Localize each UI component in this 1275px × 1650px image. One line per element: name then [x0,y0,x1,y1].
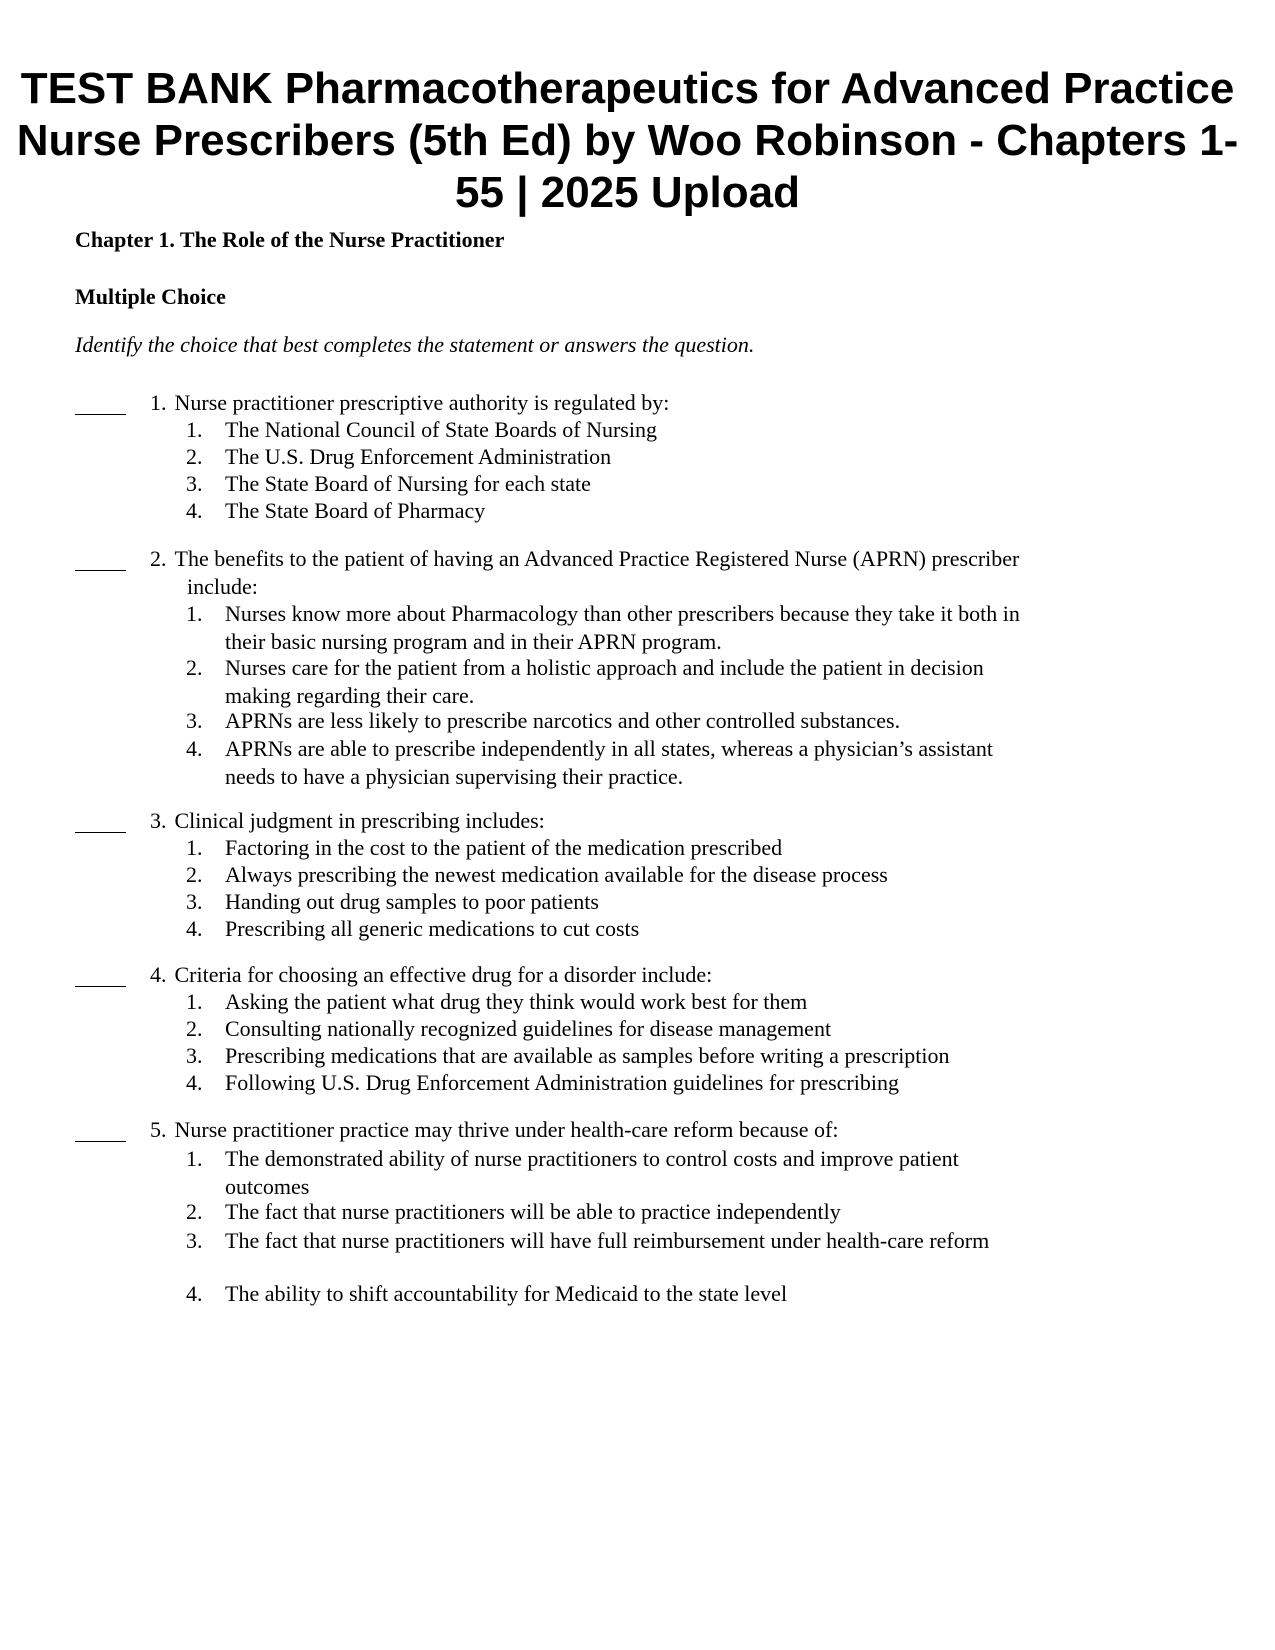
choice-text: The National Council of State Boards of Nursing [225,417,657,442]
question-stem: Nurse practitioner practice may thrive under health-care reform because of: [174,1117,839,1142]
answer-blank[interactable] [75,1116,126,1142]
question-stem-continuation: include: [187,574,258,599]
question-number: 5. [150,1117,167,1142]
section-heading: Multiple Choice [75,284,226,309]
choice-text: Always prescribing the newest medication available for the disease process [225,862,888,887]
choice-text: APRNs are less likely to prescribe narcotics and other controlled substances. [225,708,901,733]
choice-text: Asking the patient what drug they think would work best for them [225,989,808,1014]
choice-number: 1. [186,417,203,442]
choice-text: The State Board of Nursing for each state [225,471,591,496]
document-title: TEST BANK Pharmacotherapeutics for Advanced Practice Nurse Prescribers (5th Ed) by Woo Robinson - Chapters 1-55 | 2025 Upload [16,64,1239,217]
answer-blank[interactable] [75,389,126,415]
choice-number: 3. [186,889,203,914]
question-number: 1. [150,390,167,415]
choice-number: 3. [186,708,203,733]
choice-text: Consulting nationally recognized guidelines for disease management [225,1016,832,1041]
answer-blank[interactable] [75,807,126,833]
choice-text: The demonstrated ability of nurse practitioners to control costs and improve patient outcomes [225,1146,959,1199]
choice-text: The State Board of Pharmacy [225,498,486,523]
choice-text: Handing out drug samples to poor patients [225,889,599,914]
choice-number: 2. [186,444,203,469]
choice-text: The U.S. Drug Enforcement Administration [225,444,612,469]
question-stem: The benefits to the patient of having an Advanced Practice Registered Nurse (APRN) prescriber [174,546,1020,571]
choice-number: 2. [186,655,203,680]
answer-blank[interactable] [75,961,126,987]
choice-text: Following U.S. Drug Enforcement Administration guidelines for prescribing [225,1070,899,1095]
choice-number: 2. [186,1199,203,1224]
choice-number: 1. [186,989,203,1014]
choice-text: Nurses care for the patient from a holistic approach and include the patient in decision making regarding their care. [225,655,984,708]
choice-number: 1. [186,601,203,626]
choice-number: 2. [186,1016,203,1041]
chapter-heading: Chapter 1. The Role of the Nurse Practitioner [75,227,505,252]
choice-text: Prescribing medications that are available as samples before writing a prescription [225,1043,950,1068]
question-number: 2. [150,546,167,571]
choice-text: Factoring in the cost to the patient of the medication prescribed [225,835,783,860]
question-stem: Clinical judgment in prescribing includes: [174,808,545,833]
choice-number: 3. [186,1043,203,1068]
choice-number: 4. [186,916,203,941]
choice-number: 4. [186,1281,203,1306]
choice-text: The ability to shift accountability for Medicaid to the state level [225,1281,788,1306]
question-number: 3. [150,808,167,833]
instructions-text: Identify the choice that best completes the statement or answers the question. [75,332,755,357]
answer-blank[interactable] [75,545,126,571]
choice-text: The fact that nurse practitioners will have full reimbursement under health-care reform [225,1228,990,1253]
choice-number: 4. [186,736,203,761]
choice-number: 3. [186,1228,203,1253]
question-stem: Criteria for choosing an effective drug for a disorder include: [174,962,713,987]
choice-number: 1. [186,1146,203,1171]
choice-text: Prescribing all generic medications to cut costs [225,916,640,941]
choice-text: Nurses know more about Pharmacology than other prescribers because they take it both in their basic nursing program and in their APRN program. [225,601,1020,654]
question-number: 4. [150,962,167,987]
question-stem: Nurse practitioner prescriptive authority is regulated by: [174,390,670,415]
choice-number: 4. [186,1070,203,1095]
choice-number: 4. [186,498,203,523]
choice-number: 2. [186,862,203,887]
choice-number: 1. [186,835,203,860]
choice-text: The fact that nurse practitioners will be able to practice independently [225,1199,841,1224]
choice-number: 3. [186,471,203,496]
choice-text: APRNs are able to prescribe independently in all states, whereas a physician’s assistant needs to have a physician supervising their practice. [225,736,993,789]
